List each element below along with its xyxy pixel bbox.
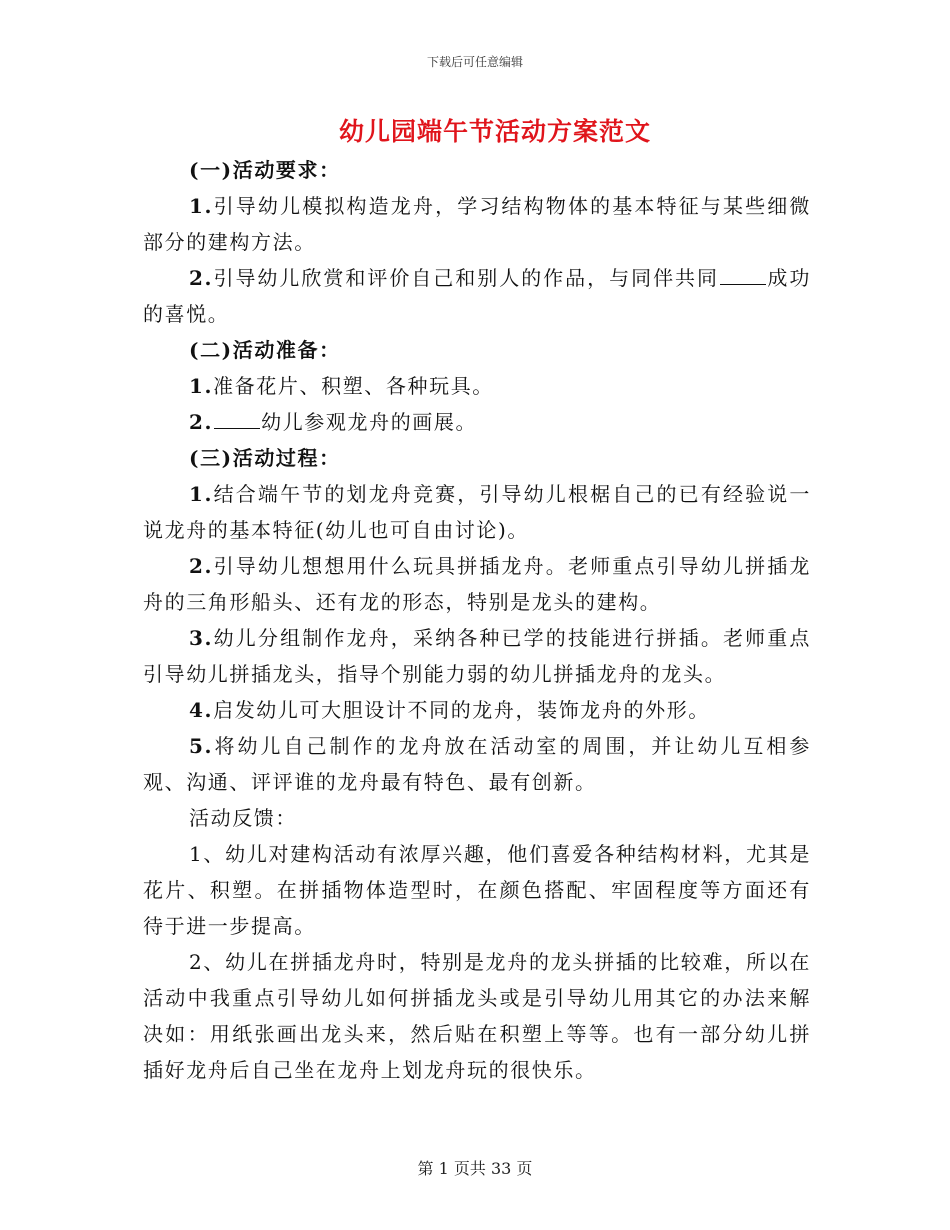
process-item-2 [143,548,811,620]
item-number: 2. [189,266,214,290]
item-number: 3. [189,626,214,650]
page-number-footer: 第 1 页共 33 页 [417,1159,533,1178]
item-number: 2. [189,410,214,434]
item-text: 结合端午节的划龙舟竞赛，引导幼儿根椐自己的已有经验说一说龙舟的基本特征(幼儿也可自由讨论)。 [143,482,811,542]
fill-in-blank [720,266,766,285]
preparation-item-2 [143,404,811,440]
fill-in-blank [214,410,260,429]
feedback-item-2: 2、幼儿在拼插龙舟时，特别是龙舟的龙头拼插的比较难，所以在活动中我重点引导幼儿如何拼插龙头或是引导幼儿用其它的办法来解决如：用纸张画出龙头来，然后贴在积塑上等等。也有一部分幼儿拼插好龙舟后自己坐在龙舟上划龙舟玩的很快乐。 [143,950,811,1082]
item-text-before-blank: 引导幼儿欣赏和评价自己和别人的作品，与同伴共同 [213,266,720,290]
item-text: 启发幼儿可大胆设计不同的龙舟，装饰龙舟的外形。 [213,698,710,722]
header-note: 下载后可任意编辑 [426,55,523,69]
item-number: 1. [189,482,214,506]
document-title: 幼儿园端午节活动方案范文 [338,117,651,146]
item-number: 1. [189,194,214,218]
section-heading-process: (三)活动过程： [189,446,341,470]
section-heading-feedback: 活动反馈： [189,806,297,830]
process-item-1 [143,476,811,548]
item-text: 准备花片、积塑、各种玩具。 [213,374,494,398]
requirements-item-2 [143,260,811,332]
item-number: 2. [189,554,214,578]
item-number: 4. [189,698,214,722]
item-text: 将幼儿自己制作的龙舟放在活动室的周围，并让幼儿互相参观、沟通、评评谁的龙舟最有特色、最有创新。 [143,734,811,794]
section-heading-preparation: (二)活动准备： [189,338,341,362]
process-item-4 [143,692,811,728]
item-number: 1. [189,374,214,398]
process-item-3 [143,620,811,692]
item-text-after-blank: 幼儿参观龙舟的画展。 [261,410,478,434]
section-heading-requirements: (一)活动要求： [189,158,341,182]
process-item-5 [143,728,811,800]
document-body [143,152,811,1088]
item-text-after-blank: 成功的喜悦。 [143,266,811,326]
item-text: 引导幼儿想想用什么玩具拼插龙舟。老师重点引导幼儿拼插龙舟的三角形船头、还有龙的形态，特别是龙头的建构。 [143,554,811,614]
feedback-item-1: 1、幼儿对建构活动有浓厚兴趣，他们喜爱各种结构材料，尤其是花片、积塑。在拼插物体造型时，在颜色搭配、牢固程度等方面还有待于进一步提高。 [143,842,811,938]
item-number: 5. [189,734,214,758]
item-text: 幼儿分组制作龙舟，采纳各种已学的技能进行拼插。老师重点引导幼儿拼插龙头，指导个别能力弱的幼儿拼插龙舟的龙头。 [143,626,811,686]
preparation-item-1 [143,368,811,404]
item-text: 引导幼儿模拟构造龙舟，学习结构物体的基本特征与某些细微部分的建构方法。 [143,194,811,254]
requirements-item-1 [143,188,811,260]
